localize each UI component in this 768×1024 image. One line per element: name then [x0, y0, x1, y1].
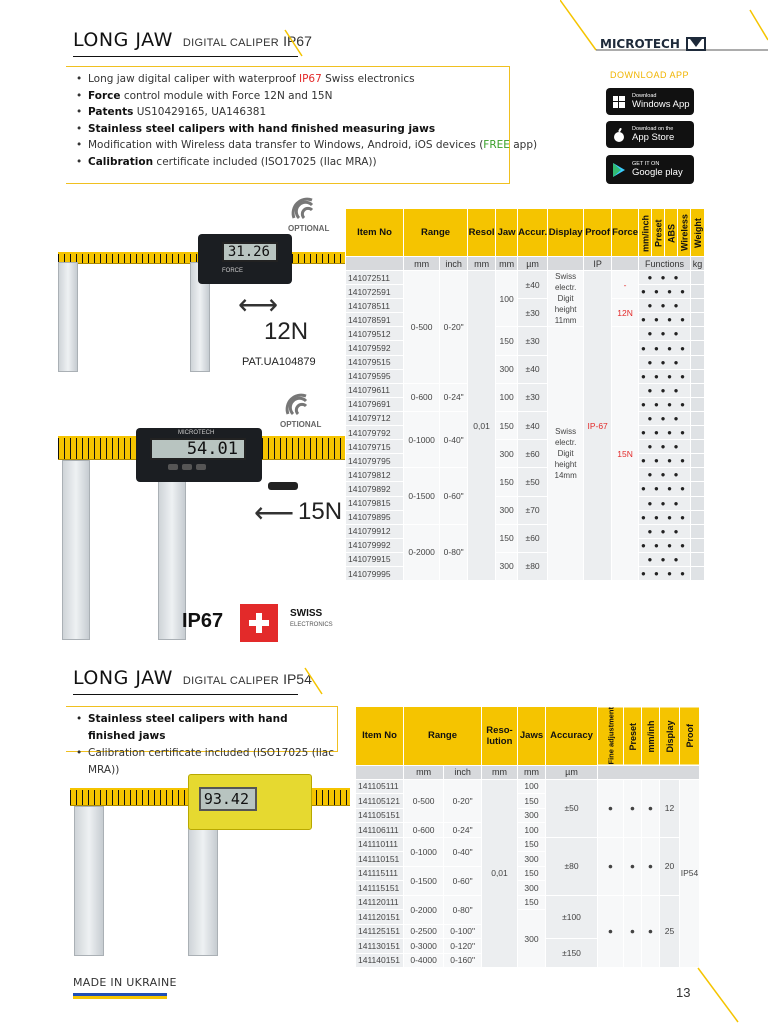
t1-weight [691, 454, 705, 468]
t1-jaw: 100 [496, 271, 518, 327]
t1-item: 141079915 [346, 552, 404, 566]
t2-mminh-dot: ● [642, 895, 660, 968]
t2-jaw: 300 [518, 910, 546, 968]
t1-range-inch: 0-80" [440, 524, 468, 580]
lcd-2: 54.01 [150, 438, 246, 460]
t1-resol: 0,01 [468, 271, 496, 581]
t1-s-kg: kg [691, 257, 705, 271]
made-in-ukraine: MADE IN UKRAINE [73, 976, 177, 989]
title2-underline [73, 694, 298, 695]
lcd-3: 93.42 [199, 787, 257, 811]
windows-small: Download [632, 93, 657, 99]
footer-deco [690, 966, 768, 1024]
t2-range-mm: 0-600 [404, 823, 444, 838]
t1-jaw: 150 [496, 524, 518, 552]
t2-range-inch: 0-120" [444, 939, 482, 954]
t1-force-12: 12N [612, 299, 639, 327]
t1-proof: IP-67 [584, 271, 612, 581]
t2-item: 141130151 [356, 939, 404, 954]
swiss-sub: ELECTRONICS [290, 622, 333, 628]
t1-item: 141079611 [346, 383, 404, 397]
caliper-image-1 [58, 196, 348, 386]
t1-item: 141079995 [346, 566, 404, 580]
t1-range-mm: 0-2000 [404, 524, 440, 580]
t2-item: 141115151 [356, 881, 404, 896]
t1-weight [691, 299, 705, 313]
t2-jaw: 150 [518, 794, 546, 809]
title-underline [73, 56, 298, 57]
title-deco-slash [280, 28, 310, 58]
t1-range-inch: 0-60" [440, 468, 468, 524]
t1-s-ip: IP [584, 257, 612, 271]
t2-h-item: Item No [356, 707, 404, 766]
t2-jaw: 150 [518, 837, 546, 852]
t1-item: 141079715 [346, 440, 404, 454]
t1-acc: ±60 [518, 524, 548, 552]
t1-item: 141079792 [346, 426, 404, 440]
t1-functions: ● ● ● ● [639, 341, 691, 355]
section2-title [73, 667, 312, 689]
t1-item: 141078511 [346, 299, 404, 313]
appstore-small: Download on the [632, 126, 674, 132]
unit-buttons [168, 464, 206, 470]
google-play-button[interactable] [606, 155, 694, 184]
t1-h-item: Item No [346, 209, 404, 257]
section2-subtitle: DIGITAL CALIPER [182, 675, 280, 687]
t2-display: 12 [660, 779, 680, 837]
t1-functions: ● ● ● ● [639, 510, 691, 524]
t1-h-mminch: mm/inch [639, 209, 652, 257]
lcd-1: 31.26 [222, 242, 278, 262]
t2-acc: ±80 [546, 837, 598, 895]
t1-weight [691, 552, 705, 566]
t1-acc: ±30 [518, 299, 548, 327]
t1-acc: ±30 [518, 383, 548, 411]
t1-item: 141079912 [346, 524, 404, 538]
t2-h-mminh: mm/inh [642, 707, 660, 766]
spec-table-ip67 [345, 208, 705, 581]
t1-jaw: 150 [496, 411, 518, 439]
t1-h-weight: Weight [691, 209, 705, 257]
t2-h-preset: Preset [624, 707, 642, 766]
t1-h-accur: Accur. [518, 209, 548, 257]
t1-s-functions: Functions [639, 257, 691, 271]
t2-item: 141106111 [356, 823, 404, 838]
wifi-icon [290, 196, 320, 222]
t2-h-jaws: Jaws [518, 707, 546, 766]
t1-range-mm: 0-600 [404, 383, 440, 411]
feature-4: • Stainless steel calipers with hand finished measuring jaws [76, 121, 509, 138]
swiss-flag-icon [240, 604, 278, 642]
t1-functions: ● ● ● ● [639, 397, 691, 411]
t2-acc: ±150 [546, 939, 598, 968]
t1-acc: ±30 [518, 327, 548, 355]
t1-h-jaw: Jaw [496, 209, 518, 257]
app-store-button[interactable] [606, 121, 694, 148]
t1-h-display: Display [548, 209, 584, 257]
t1-weight [691, 355, 705, 369]
t2-s-mm2: mm [482, 765, 518, 779]
t1-range-inch: 0-40" [440, 411, 468, 467]
t1-weight [691, 313, 705, 327]
t2-jaw: 150 [518, 895, 546, 910]
t1-functions: ● ● ● ● [639, 566, 691, 580]
t1-jaw: 150 [496, 468, 518, 496]
t2-range-inch: 0-80" [444, 895, 482, 924]
t1-functions: ● ● ● [639, 355, 691, 369]
t1-weight [691, 271, 705, 285]
t1-h-resol: Resol [468, 209, 496, 257]
t1-s-inch: inch [440, 257, 468, 271]
t1-weight [691, 566, 705, 580]
t1-weight [691, 369, 705, 383]
t2-display: 25 [660, 895, 680, 968]
t1-functions: ● ● ● ● [639, 285, 691, 299]
t2-range-inch: 0-100" [444, 924, 482, 939]
display-unit-3 [188, 774, 312, 830]
t1-item: 141079992 [346, 538, 404, 552]
t2-range-mm: 0-2000 [404, 895, 444, 924]
section1-title [73, 29, 312, 51]
t2-resol: 0,01 [482, 779, 518, 968]
t2-jaw: 150 [518, 866, 546, 881]
windows-icon [612, 95, 626, 109]
t1-acc: ±50 [518, 468, 548, 496]
t1-functions: ● ● ● ● [639, 482, 691, 496]
t1-item: 141079592 [346, 341, 404, 355]
t1-functions: ● ● ● [639, 327, 691, 341]
section1-features [66, 66, 538, 184]
t2-preset-dot: ● [624, 837, 642, 895]
title2-deco-slash [300, 666, 330, 696]
t2-h-proof: Proof [680, 707, 700, 766]
cable [268, 482, 298, 490]
t1-functions: ● ● ● ● [639, 454, 691, 468]
t1-acc: ±80 [518, 552, 548, 580]
t2-h-fine: Fine adjustment [598, 707, 624, 766]
section1-title-main: LONG JAW [73, 29, 173, 51]
windows-big: Windows App [632, 98, 690, 110]
t1-item: 141079691 [346, 397, 404, 411]
t1-jaw: 300 [496, 440, 518, 468]
t2-range-mm: 0-1000 [404, 837, 444, 866]
section1-subtitle: DIGITAL CALIPER [182, 37, 280, 49]
t1-display-11: Swiss electr. Digit height 11mm [548, 271, 584, 327]
display-unit-2 [136, 428, 262, 482]
t2-jaw: 100 [518, 823, 546, 838]
t1-functions: ● ● ● [639, 552, 691, 566]
feature-5: • Modification with Wireless data transfer to Windows, Android, iOS devices (FREE app) [76, 137, 509, 154]
t1-item: 141079892 [346, 482, 404, 496]
t1-item: 141079712 [346, 411, 404, 425]
force-label: FORCE [222, 268, 243, 274]
t2-jaw: 300 [518, 808, 546, 823]
t2-item: 141110151 [356, 852, 404, 867]
t2-acc: ±100 [546, 895, 598, 939]
t1-acc: ±70 [518, 496, 548, 524]
t1-item: 141079795 [346, 454, 404, 468]
unit-brand: MICROTECH [178, 430, 215, 436]
t1-functions: ● ● ● [639, 299, 691, 313]
t1-range-inch: 0-20" [440, 271, 468, 384]
t1-weight [691, 496, 705, 510]
t1-weight [691, 341, 705, 355]
patent-label: PAT.UA104879 [242, 356, 316, 368]
t1-weight [691, 285, 705, 299]
t2-range-inch: 0-40" [444, 837, 482, 866]
t2-range-inch: 0-24" [444, 823, 482, 838]
t1-acc: ±60 [518, 440, 548, 468]
t1-weight [691, 538, 705, 552]
t2-range-mm: 0-2500 [404, 924, 444, 939]
t2-display: 20 [660, 837, 680, 895]
t2-jaw: 300 [518, 881, 546, 896]
t2-range-inch: 0-20" [444, 779, 482, 823]
caliper-image-3 [70, 762, 350, 962]
t2-proof: IP54 [680, 779, 700, 968]
wifi-icon-2 [284, 392, 314, 418]
t1-acc: ±40 [518, 355, 548, 383]
t2-h-range: Range [404, 707, 482, 766]
t1-weight [691, 426, 705, 440]
t2-s-mm3: mm [518, 765, 546, 779]
section2-title-main: LONG JAW [73, 667, 173, 689]
page-number: 13 [676, 985, 691, 1000]
t1-functions: ● ● ● ● [639, 313, 691, 327]
t1-s-mm3: mm [496, 257, 518, 271]
t1-item: 141079815 [346, 496, 404, 510]
force-arrows-1: ⟷ [238, 289, 279, 320]
flag-yellow [73, 996, 167, 999]
t2-preset-dot: ● [624, 895, 642, 968]
t1-h-abs: ABS [665, 209, 678, 257]
t1-functions: ● ● ● [639, 383, 691, 397]
t1-item: 141079512 [346, 327, 404, 341]
t2-range-mm: 0-4000 [404, 953, 444, 968]
t2-acc: ±50 [546, 779, 598, 837]
t2-range-mm: 0-500 [404, 779, 444, 823]
t1-item: 141079812 [346, 468, 404, 482]
t1-s-mm: mm [404, 257, 440, 271]
t1-weight [691, 383, 705, 397]
t2-range-mm: 0-3000 [404, 939, 444, 954]
fixed-jaw-3 [74, 806, 104, 956]
display-unit-1 [198, 234, 292, 284]
t1-jaw: 300 [496, 355, 518, 383]
t1-s-mm2: mm [468, 257, 496, 271]
fixed-jaw-2 [62, 460, 90, 640]
t2-item: 141120151 [356, 910, 404, 925]
t1-weight [691, 524, 705, 538]
t2-h-acc: Accuracy [546, 707, 598, 766]
t1-item: 141079515 [346, 355, 404, 369]
feature2-2: • Calibration certificate included (ISO17025 (Ilac MRA)) [76, 747, 335, 776]
t1-h-proof: Proof [584, 209, 612, 257]
spec-table-ip54 [355, 706, 700, 968]
t1-functions: ● ● ● [639, 271, 691, 285]
t1-item: 141079895 [346, 510, 404, 524]
section2-rating: IP54 [283, 671, 312, 687]
t1-force-15: 15N [612, 327, 639, 581]
t1-force-dash: - [612, 271, 639, 299]
optional-label-2: OPTIONAL [280, 420, 322, 429]
force-15n: 15N [298, 498, 343, 525]
t2-mminh-dot: ● [642, 779, 660, 837]
t1-weight [691, 440, 705, 454]
t2-range-mm: 0-1500 [404, 866, 444, 895]
t1-item: 141072511 [346, 271, 404, 285]
t1-range-inch: 0-24" [440, 383, 468, 411]
t1-item: 141078591 [346, 313, 404, 327]
t1-h-wireless: Wireless [678, 209, 691, 257]
t1-functions: ● ● ● ● [639, 426, 691, 440]
t2-range-inch: 0-160" [444, 953, 482, 968]
t1-acc: ±40 [518, 271, 548, 299]
download-app-title: DOWNLOAD APP [610, 70, 690, 80]
t1-weight [691, 411, 705, 425]
t1-h-preset: Preset [652, 209, 665, 257]
t1-display-14: Swiss electr. Digit height 14mm [548, 327, 584, 581]
t2-mminh-dot: ● [642, 837, 660, 895]
t1-jaw: 300 [496, 552, 518, 580]
t2-fine-dot: ● [598, 837, 624, 895]
t2-s-um: µm [546, 765, 598, 779]
t2-item: 141105111 [356, 779, 404, 794]
t2-item: 141105151 [356, 808, 404, 823]
t1-functions: ● ● ● [639, 440, 691, 454]
t1-range-mm: 0-500 [404, 271, 440, 384]
appstore-big: App Store [632, 131, 675, 143]
t1-range-mm: 0-1000 [404, 411, 440, 467]
brand-name: MICROTECH [600, 37, 680, 51]
t2-fine-dot: ● [598, 895, 624, 968]
t1-weight [691, 397, 705, 411]
google-play-icon [612, 163, 626, 177]
feature-3: • Patents US10429165, UA146381 [76, 104, 509, 121]
section1-rating: IP67 [283, 33, 312, 49]
t1-functions: ● ● ● [639, 524, 691, 538]
apple-icon [612, 128, 626, 142]
t1-jaw: 300 [496, 496, 518, 524]
feature-2: • Force control module with Force 12N and 15N [76, 88, 509, 105]
t2-s-inch: inch [444, 765, 482, 779]
t2-item: 141110111 [356, 837, 404, 852]
t2-item: 141140151 [356, 953, 404, 968]
fixed-jaw-1 [58, 262, 78, 372]
t1-weight [691, 327, 705, 341]
t2-item: 141120111 [356, 895, 404, 910]
t2-s-mm: mm [404, 765, 444, 779]
t1-weight [691, 510, 705, 524]
brand-mark-icon [686, 37, 706, 51]
t2-item: 141105121 [356, 794, 404, 809]
section2-features [66, 706, 338, 776]
t2-item: 141115111 [356, 866, 404, 881]
t1-jaw: 150 [496, 327, 518, 355]
t1-item: 141072591 [346, 285, 404, 299]
t1-item: 141079595 [346, 369, 404, 383]
force-arrows-2: ⟵ [254, 497, 295, 528]
t1-jaw: 100 [496, 383, 518, 411]
force-12n: 12N [264, 318, 309, 345]
t1-weight [691, 482, 705, 496]
t1-weight [691, 468, 705, 482]
t1-h-range: Range [404, 209, 468, 257]
t1-s-um: µm [518, 257, 548, 271]
t2-jaw: 300 [518, 852, 546, 867]
t2-range-inch: 0-60" [444, 866, 482, 895]
t1-functions: ● ● ● [639, 496, 691, 510]
t2-h-display: Display [660, 707, 680, 766]
feature-1: • Long jaw digital caliper with waterproof IP67 Swiss electronics [76, 71, 509, 88]
t1-functions: ● ● ● [639, 468, 691, 482]
t2-item: 141125151 [356, 924, 404, 939]
feature2-1: • Stainless steel calipers with hand finished jaws [76, 713, 288, 742]
t1-functions: ● ● ● [639, 411, 691, 425]
brand-logo [600, 37, 706, 51]
optional-label-1: OPTIONAL [288, 224, 330, 233]
t1-range-mm: 0-1500 [404, 468, 440, 524]
caliper-image-2 [58, 392, 348, 652]
t2-preset-dot: ● [624, 779, 642, 837]
t2-jaw: 100 [518, 779, 546, 794]
t1-h-force: Force [612, 209, 639, 257]
t1-functions: ● ● ● ● [639, 538, 691, 552]
feature-6: • Calibration certificate included (ISO17025 (Ilac MRA)) [76, 154, 509, 171]
t1-acc: ±40 [518, 411, 548, 439]
windows-store-button[interactable] [606, 88, 694, 115]
corner-deco [560, 0, 768, 60]
t1-functions: ● ● ● ● [639, 369, 691, 383]
t2-h-res: Reso-lution [482, 707, 518, 766]
gplay-small: GET IT ON [632, 161, 660, 167]
swiss-label: SWISS [290, 608, 323, 619]
ip67-badge: IP67 [182, 610, 224, 632]
t2-fine-dot: ● [598, 779, 624, 837]
gplay-big: Google play [632, 166, 683, 178]
